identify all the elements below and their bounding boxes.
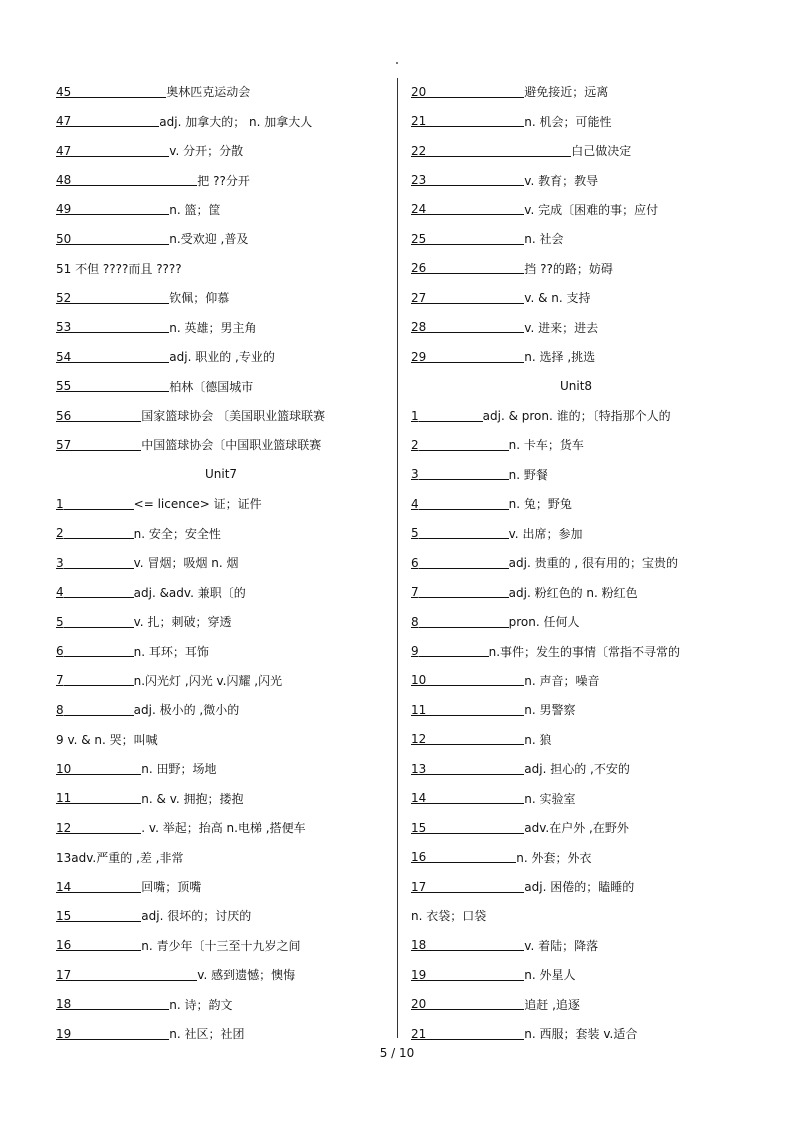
answer-blank[interactable] <box>71 822 141 834</box>
vocab-entry <box>411 489 741 518</box>
entry-definition: n. 青少年〔十三至十九岁之间 <box>141 938 301 953</box>
answer-blank[interactable] <box>71 292 169 304</box>
vocab-entry <box>56 195 386 224</box>
entry-definition: n. 外套；外衣 <box>516 850 592 865</box>
entry-number: 25 <box>411 231 427 246</box>
vocab-entry <box>411 901 741 930</box>
entry-definition: 追赶 ,追逐 <box>524 997 580 1012</box>
answer-blank[interactable] <box>426 763 524 775</box>
entry-definition: v. 分开；分散 <box>169 144 244 159</box>
entry-definition: v. 完成〔困难的事；应付 <box>524 202 659 217</box>
answer-blank[interactable] <box>426 145 571 157</box>
entry-number: 48 <box>56 173 72 188</box>
entry-definition: adj. 贵重的 , 很有用的；宝贵的 <box>508 556 679 571</box>
entry-number: 7 <box>56 673 64 688</box>
entry-definition: v. 扎；刺破；穿透 <box>133 615 232 630</box>
entry-definition: n. 西服；套装 v.适合 <box>524 1027 638 1042</box>
entry-number: 8 <box>56 702 64 717</box>
answer-blank[interactable] <box>64 586 134 598</box>
entry-definition: adj. 担心的 ,不安的 <box>524 762 630 777</box>
vocab-entry <box>411 342 741 371</box>
vocab-entry <box>56 430 386 459</box>
entry-number: 10 <box>411 673 427 688</box>
entry-number: 3 <box>56 555 64 570</box>
answer-blank[interactable] <box>71 881 141 893</box>
entry-number: 27 <box>411 290 427 305</box>
vocab-entry <box>411 577 741 606</box>
entry-definition: 白己做决定 <box>571 144 632 159</box>
vocab-entry <box>56 813 386 842</box>
vocab-entry <box>411 165 741 194</box>
entry-definition: n. 诗；韵文 <box>169 997 233 1012</box>
entry-number: 5 <box>411 526 419 541</box>
vocab-entry <box>411 784 741 813</box>
entry-definition: pron. 任何人 <box>508 615 580 630</box>
answer-blank[interactable] <box>71 439 141 451</box>
entry-number: 12 <box>56 820 72 835</box>
entry-definition: adj. 粉红色的 n. 粉红色 <box>508 585 638 600</box>
entry-number: 16 <box>411 850 427 865</box>
vocab-entry <box>56 901 386 930</box>
vocab-entry <box>56 136 386 165</box>
vocab-entry <box>56 106 386 135</box>
vocab-entry <box>56 931 386 960</box>
entry-text: 51 不但 ????而且 ???? <box>56 261 182 276</box>
entry-definition: adj. 困倦的；瞌睡的 <box>524 880 635 895</box>
entry-definition: 钦佩；仰慕 <box>169 291 230 306</box>
answer-blank[interactable] <box>419 586 509 598</box>
answer-blank[interactable] <box>71 321 169 333</box>
entry-definition: adj. & pron. 谁的；〔特指那个人的 <box>482 409 671 424</box>
answer-blank[interactable] <box>71 410 141 422</box>
vocab-entry <box>56 254 386 283</box>
answer-blank[interactable] <box>71 763 141 775</box>
vocab-entry <box>411 313 741 342</box>
answer-blank[interactable] <box>426 792 524 804</box>
answer-blank[interactable] <box>426 733 524 745</box>
entry-number: 6 <box>56 644 64 659</box>
entry-definition: n. 社会 <box>524 232 564 247</box>
entry-definition: <= licence> 证；证件 <box>133 497 262 512</box>
answer-blank[interactable] <box>426 86 524 98</box>
right-column <box>411 77 741 1048</box>
entry-number: 23 <box>411 173 427 188</box>
vocab-entry <box>56 342 386 371</box>
vocab-entry <box>411 666 741 695</box>
vocab-entry <box>411 283 741 312</box>
vocab-entry <box>411 254 741 283</box>
vocab-entry <box>56 401 386 430</box>
entry-number: 54 <box>56 349 72 364</box>
entry-number: 24 <box>411 202 427 217</box>
entry-number: 4 <box>56 585 64 600</box>
vocab-entry <box>56 666 386 695</box>
unit-heading-text: Unit7 <box>204 467 238 482</box>
entry-number: 12 <box>411 732 427 747</box>
vocab-entry <box>56 725 386 754</box>
entry-number: 14 <box>56 879 72 894</box>
entry-number: 22 <box>411 143 427 158</box>
answer-blank[interactable] <box>419 498 509 510</box>
unit-heading-text: Unit8 <box>559 379 593 394</box>
vocab-entry <box>411 519 741 548</box>
entry-definition: 回嘴；顶嘴 <box>141 880 202 895</box>
entry-number: 26 <box>411 261 427 276</box>
entry-number: 2 <box>411 437 419 452</box>
answer-blank[interactable] <box>71 910 141 922</box>
vocab-entry <box>411 636 741 665</box>
entry-number: 10 <box>56 761 72 776</box>
answer-blank[interactable] <box>64 557 134 569</box>
entry-number: 8 <box>411 614 419 629</box>
entry-number: 18 <box>56 997 72 1012</box>
entry-definition: n.闪光灯 ,闪光 v.闪耀 ,闪光 <box>133 673 283 688</box>
entry-number: 1 <box>56 496 64 511</box>
vocab-entry <box>56 77 386 106</box>
entry-number: 11 <box>56 791 72 806</box>
page-marker-dot <box>396 62 398 64</box>
entry-number: 19 <box>411 967 427 982</box>
vocab-entry <box>411 931 741 960</box>
vocab-entry <box>411 548 741 577</box>
answer-blank[interactable] <box>71 792 141 804</box>
entry-number: 4 <box>411 496 419 511</box>
left-column <box>56 77 386 1048</box>
entry-definition: 柏林〔德国城市 <box>169 379 254 394</box>
vocab-entry <box>411 754 741 783</box>
answer-blank[interactable] <box>426 115 524 127</box>
entry-definition: n. 社区；社团 <box>169 1027 245 1042</box>
answer-blank[interactable] <box>426 262 524 274</box>
entry-number: 5 <box>56 614 64 629</box>
answer-blank[interactable] <box>71 351 169 363</box>
answer-blank[interactable] <box>64 527 134 539</box>
entry-definition: n. & v. 拥抱；搂抱 <box>141 791 244 806</box>
answer-blank[interactable] <box>71 115 159 127</box>
vocab-entry <box>56 165 386 194</box>
entry-number: 47 <box>56 143 72 158</box>
vocab-entry <box>411 224 741 253</box>
entry-number: 6 <box>411 555 419 570</box>
answer-blank[interactable] <box>71 939 141 951</box>
entry-number: 14 <box>411 791 427 806</box>
entry-definition: v. 进来；进去 <box>524 320 599 335</box>
vocab-entry <box>56 519 386 548</box>
entry-number: 28 <box>411 320 427 335</box>
vocab-entry <box>411 695 741 724</box>
vocab-entry <box>56 548 386 577</box>
entry-definition: adj. 很坏的；讨厌的 <box>141 909 252 924</box>
answer-blank[interactable] <box>71 203 169 215</box>
answer-blank[interactable] <box>426 851 516 863</box>
entry-number: 15 <box>56 908 72 923</box>
entry-number: 57 <box>56 437 72 452</box>
entry-text: n. 衣袋；口袋 <box>411 909 487 924</box>
vocab-entry <box>411 1019 741 1048</box>
answer-blank[interactable] <box>64 616 134 628</box>
entry-text: 9 v. & n. 哭；叫喊 <box>56 732 158 747</box>
vocab-entry <box>411 401 741 430</box>
answer-blank[interactable] <box>426 321 524 333</box>
entry-definition: n. 英雄；男主角 <box>169 320 257 335</box>
answer-blank[interactable] <box>419 616 509 628</box>
answer-blank[interactable] <box>71 86 166 98</box>
entry-definition: adj. 职业的 ,专业的 <box>169 350 275 365</box>
answer-blank[interactable] <box>419 557 509 569</box>
entry-definition: n. 实验室 <box>524 791 576 806</box>
answer-blank[interactable] <box>426 939 524 951</box>
entry-number: 16 <box>56 938 72 953</box>
entry-definition: n. 卡车；货车 <box>508 438 584 453</box>
answer-blank[interactable] <box>71 1028 169 1040</box>
entry-number: 19 <box>56 1026 72 1041</box>
entry-definition: n. 耳环；耳饰 <box>133 644 209 659</box>
vocab-entry <box>411 725 741 754</box>
answer-blank[interactable] <box>426 233 524 245</box>
entry-number: 20 <box>411 997 427 1012</box>
vocab-entry <box>56 313 386 342</box>
vocab-entry <box>411 460 741 489</box>
entry-definition: v. 教育；教导 <box>524 173 599 188</box>
vocab-entry <box>411 813 741 842</box>
answer-blank[interactable] <box>419 439 509 451</box>
vocab-entry <box>56 607 386 636</box>
vocab-entry <box>411 430 741 459</box>
entry-definition: v. 冒烟；吸烟 n. 烟 <box>133 556 239 571</box>
vocab-entry <box>56 224 386 253</box>
answer-blank[interactable] <box>71 145 169 157</box>
entry-definition: n. 野餐 <box>508 467 548 482</box>
vocab-entry <box>411 990 741 1019</box>
entry-definition: adj. 加拿大的； n. 加拿大人 <box>159 114 313 129</box>
vocab-entry <box>56 1019 386 1048</box>
answer-blank[interactable] <box>71 969 197 981</box>
vocab-entry <box>411 607 741 636</box>
answer-blank[interactable] <box>71 174 197 186</box>
answer-blank[interactable] <box>71 998 169 1010</box>
entry-definition: n. 安全；安全性 <box>133 526 221 541</box>
vocab-entry <box>411 195 741 224</box>
entry-number: 53 <box>56 320 72 335</box>
page-number: 5 / 10 <box>379 1046 415 1060</box>
answer-blank[interactable] <box>64 674 134 686</box>
entry-number: 21 <box>411 114 427 129</box>
answer-blank[interactable] <box>426 292 524 304</box>
entry-number: 17 <box>56 967 72 982</box>
vocab-entry <box>56 371 386 400</box>
vocab-entry <box>411 872 741 901</box>
entry-number: 47 <box>56 114 72 129</box>
entry-definition: adv.在户外 ,在野外 <box>524 821 629 836</box>
answer-blank[interactable] <box>419 410 483 422</box>
answer-blank[interactable] <box>426 969 524 981</box>
entry-number: 9 <box>411 644 419 659</box>
answer-blank[interactable] <box>426 1028 524 1040</box>
entry-definition: n. 外星人 <box>524 968 576 983</box>
answer-blank[interactable] <box>419 468 509 480</box>
vocab-entry <box>56 283 386 312</box>
answer-blank[interactable] <box>426 674 524 686</box>
entry-number: 18 <box>411 938 427 953</box>
answer-blank[interactable] <box>426 998 524 1010</box>
entry-definition: n.受欢迎 ,普及 <box>169 232 249 247</box>
entry-definition: adj. &adv. 兼职〔的 <box>133 585 246 600</box>
answer-blank[interactable] <box>426 704 524 716</box>
entry-definition: v. & n. 支持 <box>524 291 591 306</box>
entry-definition: n. 机会；可能性 <box>524 114 612 129</box>
entry-definition: n. 狼 <box>524 732 552 747</box>
entry-number: 45 <box>56 84 72 99</box>
entry-definition: n. 兔；野兔 <box>508 497 572 512</box>
answer-blank[interactable] <box>426 174 524 186</box>
answer-blank[interactable] <box>419 527 509 539</box>
entry-number: 15 <box>411 820 427 835</box>
vocab-entry <box>56 960 386 989</box>
answer-blank[interactable] <box>64 704 134 716</box>
entry-definition: 国家篮球协会 〔美国职业篮球联赛 <box>141 409 326 424</box>
entry-definition: n. 篮；筐 <box>169 202 221 217</box>
vocab-entry <box>411 960 741 989</box>
entry-definition: 把 ??分开 <box>197 173 250 188</box>
vocab-entry <box>411 136 741 165</box>
answer-blank[interactable] <box>426 881 524 893</box>
vocab-entry <box>56 872 386 901</box>
vocab-entry <box>56 636 386 665</box>
entry-number: 13 <box>411 761 427 776</box>
entry-number: 1 <box>411 408 419 423</box>
vocab-entry <box>56 990 386 1019</box>
answer-blank[interactable] <box>64 498 134 510</box>
entry-definition: . v. 举起；抬高 n.电梯 ,搭便车 <box>141 821 306 836</box>
entry-number: 29 <box>411 349 427 364</box>
entry-definition: n.事件；发生的事情〔常指不寻常的 <box>488 644 681 659</box>
entry-number: 11 <box>411 702 427 717</box>
entry-number: 49 <box>56 202 72 217</box>
vocab-entry <box>56 754 386 783</box>
entry-number: 56 <box>56 408 72 423</box>
entry-definition: v. 出席；参加 <box>508 526 583 541</box>
entry-number: 7 <box>411 585 419 600</box>
entry-definition: 挡 ??的路；妨碍 <box>524 261 613 276</box>
answer-blank[interactable] <box>426 203 524 215</box>
vocab-entry <box>411 842 741 871</box>
entry-definition: 中国篮球协会〔中国职业篮球联赛 <box>141 438 322 453</box>
vocab-entry <box>411 106 741 135</box>
vocab-entry <box>56 695 386 724</box>
entry-definition: adj. 极小的 ,微小的 <box>133 703 240 718</box>
vocab-entry <box>56 489 386 518</box>
entry-number: 21 <box>411 1026 427 1041</box>
entry-number: 17 <box>411 879 427 894</box>
entry-definition: 避免接近；远离 <box>524 85 609 100</box>
answer-blank[interactable] <box>71 233 169 245</box>
entry-definition: n. 选择 ,挑选 <box>524 350 596 365</box>
entry-number: 50 <box>56 231 72 246</box>
answer-blank[interactable] <box>426 351 524 363</box>
entry-definition: 奥林匹克运动会 <box>166 85 251 100</box>
vocab-entry <box>56 577 386 606</box>
column-divider <box>397 78 398 1038</box>
entry-definition: n. 男警察 <box>524 703 576 718</box>
unit-heading <box>56 460 386 489</box>
entry-number: 20 <box>411 84 427 99</box>
answer-blank[interactable] <box>419 645 489 657</box>
entry-text: 13adv.严重的 ,差 ,非常 <box>56 850 184 865</box>
answer-blank[interactable] <box>71 380 169 392</box>
unit-heading <box>411 371 741 400</box>
entry-definition: v. 感到遗憾；懊悔 <box>197 968 296 983</box>
entry-number: 52 <box>56 290 72 305</box>
vocab-entry <box>411 77 741 106</box>
entry-number: 55 <box>56 379 72 394</box>
vocab-entry <box>56 842 386 871</box>
entry-number: 2 <box>56 526 64 541</box>
vocab-entry <box>56 784 386 813</box>
answer-blank[interactable] <box>64 645 134 657</box>
entry-definition: n. 田野；场地 <box>141 762 217 777</box>
answer-blank[interactable] <box>426 822 524 834</box>
entry-number: 3 <box>411 467 419 482</box>
entry-definition: n. 声音；噪音 <box>524 673 600 688</box>
entry-definition: v. 着陆；降落 <box>524 938 599 953</box>
